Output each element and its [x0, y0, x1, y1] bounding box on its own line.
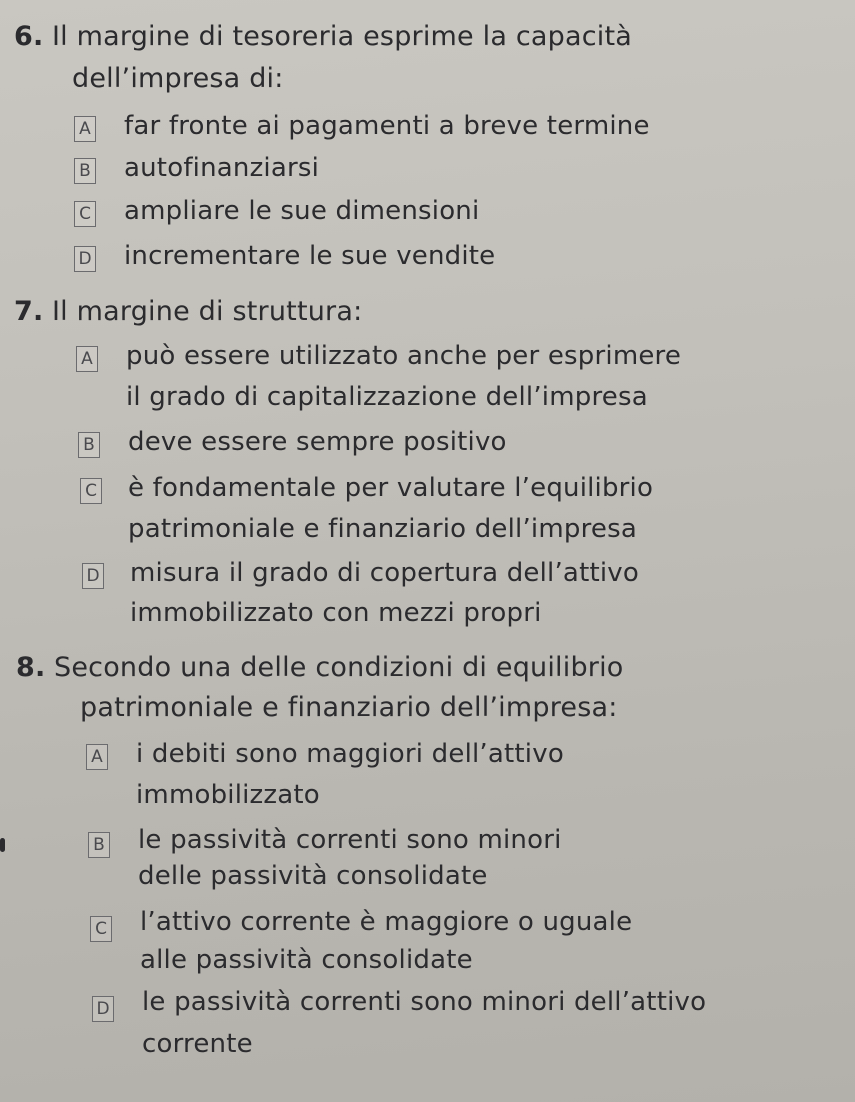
question-8-option-b-badge: B [88, 832, 110, 858]
question-7-number: 7. [14, 296, 44, 327]
question-8-option-a-text-1: i debiti sono maggiori dell’attivo [136, 739, 564, 769]
question-6-option-b-badge: B [74, 158, 96, 184]
question-7-option-d-text-2: immobilizzato con mezzi propri [130, 598, 542, 628]
question-8-option-c-badge: C [90, 916, 112, 942]
question-6-stem-line-1 [14, 20, 632, 54]
question-8-option-d-badge: D [92, 996, 114, 1022]
question-7-option-a-text-1: può essere utilizzato anche per esprimere [126, 341, 682, 371]
question-6-option-c-text: ampliare le sue dimensioni [124, 196, 480, 226]
question-7-stem-line-1 [14, 295, 362, 329]
question-6-option-d-text: incrementare le sue vendite [124, 241, 496, 271]
question-6-option-d-badge: D [74, 246, 96, 272]
question-8-option-b-text-1: le passività correnti sono minori [138, 825, 562, 855]
question-7-option-a-text-2: il grado di capitalizzazione dell’impresa [126, 382, 648, 412]
margin-mark [0, 838, 5, 852]
question-7-option-c-badge: C [80, 478, 102, 504]
question-6-stem-text-1: Il margine di tesoreria esprime la capacità [52, 21, 633, 52]
question-8-option-a-text-2: immobilizzato [136, 780, 320, 810]
question-8-option-a-badge: A [86, 744, 108, 770]
question-6-number: 6. [14, 21, 44, 52]
question-7-option-c-text-2: patrimoniale e finanziario dell’impresa [128, 514, 637, 544]
question-8-stem-line-1 [16, 651, 624, 685]
question-6-stem-line-2: dell’impresa di: [72, 63, 284, 94]
question-8-stem-line-2: patrimoniale e finanziario dell’impresa: [80, 692, 618, 723]
question-8-option-d-text-1: le passività correnti sono minori dell’attivo [142, 987, 707, 1017]
question-7-option-d-text-1: misura il grado di copertura dell’attivo [130, 558, 639, 588]
question-8-option-b-text-2: delle passività consolidate [138, 861, 488, 891]
question-6-option-b-text: autofinanziarsi [124, 153, 320, 183]
question-8-stem-text-1: Secondo una delle condizioni di equilibrio [54, 652, 624, 683]
question-7-option-d-badge: D [82, 563, 104, 589]
question-7-option-b-badge: B [78, 432, 100, 458]
question-8-number: 8. [16, 652, 46, 683]
question-8-option-c-text-1: l’attivo corrente è maggiore o uguale [140, 907, 633, 937]
question-7-stem-text-1: Il margine di struttura: [52, 296, 363, 327]
question-6-option-a-text: far fronte ai pagamenti a breve termine [124, 111, 650, 141]
question-7-option-a-badge: A [76, 346, 98, 372]
question-8-option-d-text-2: corrente [142, 1029, 253, 1059]
question-7-option-c-text-1: è fondamentale per valutare l’equilibrio [128, 473, 654, 503]
question-8-option-c-text-2: alle passività consolidate [140, 945, 473, 975]
question-6-option-c-badge: C [74, 201, 96, 227]
question-6-option-a-badge: A [74, 116, 96, 142]
question-7-option-b-text: deve essere sempre positivo [128, 427, 507, 457]
